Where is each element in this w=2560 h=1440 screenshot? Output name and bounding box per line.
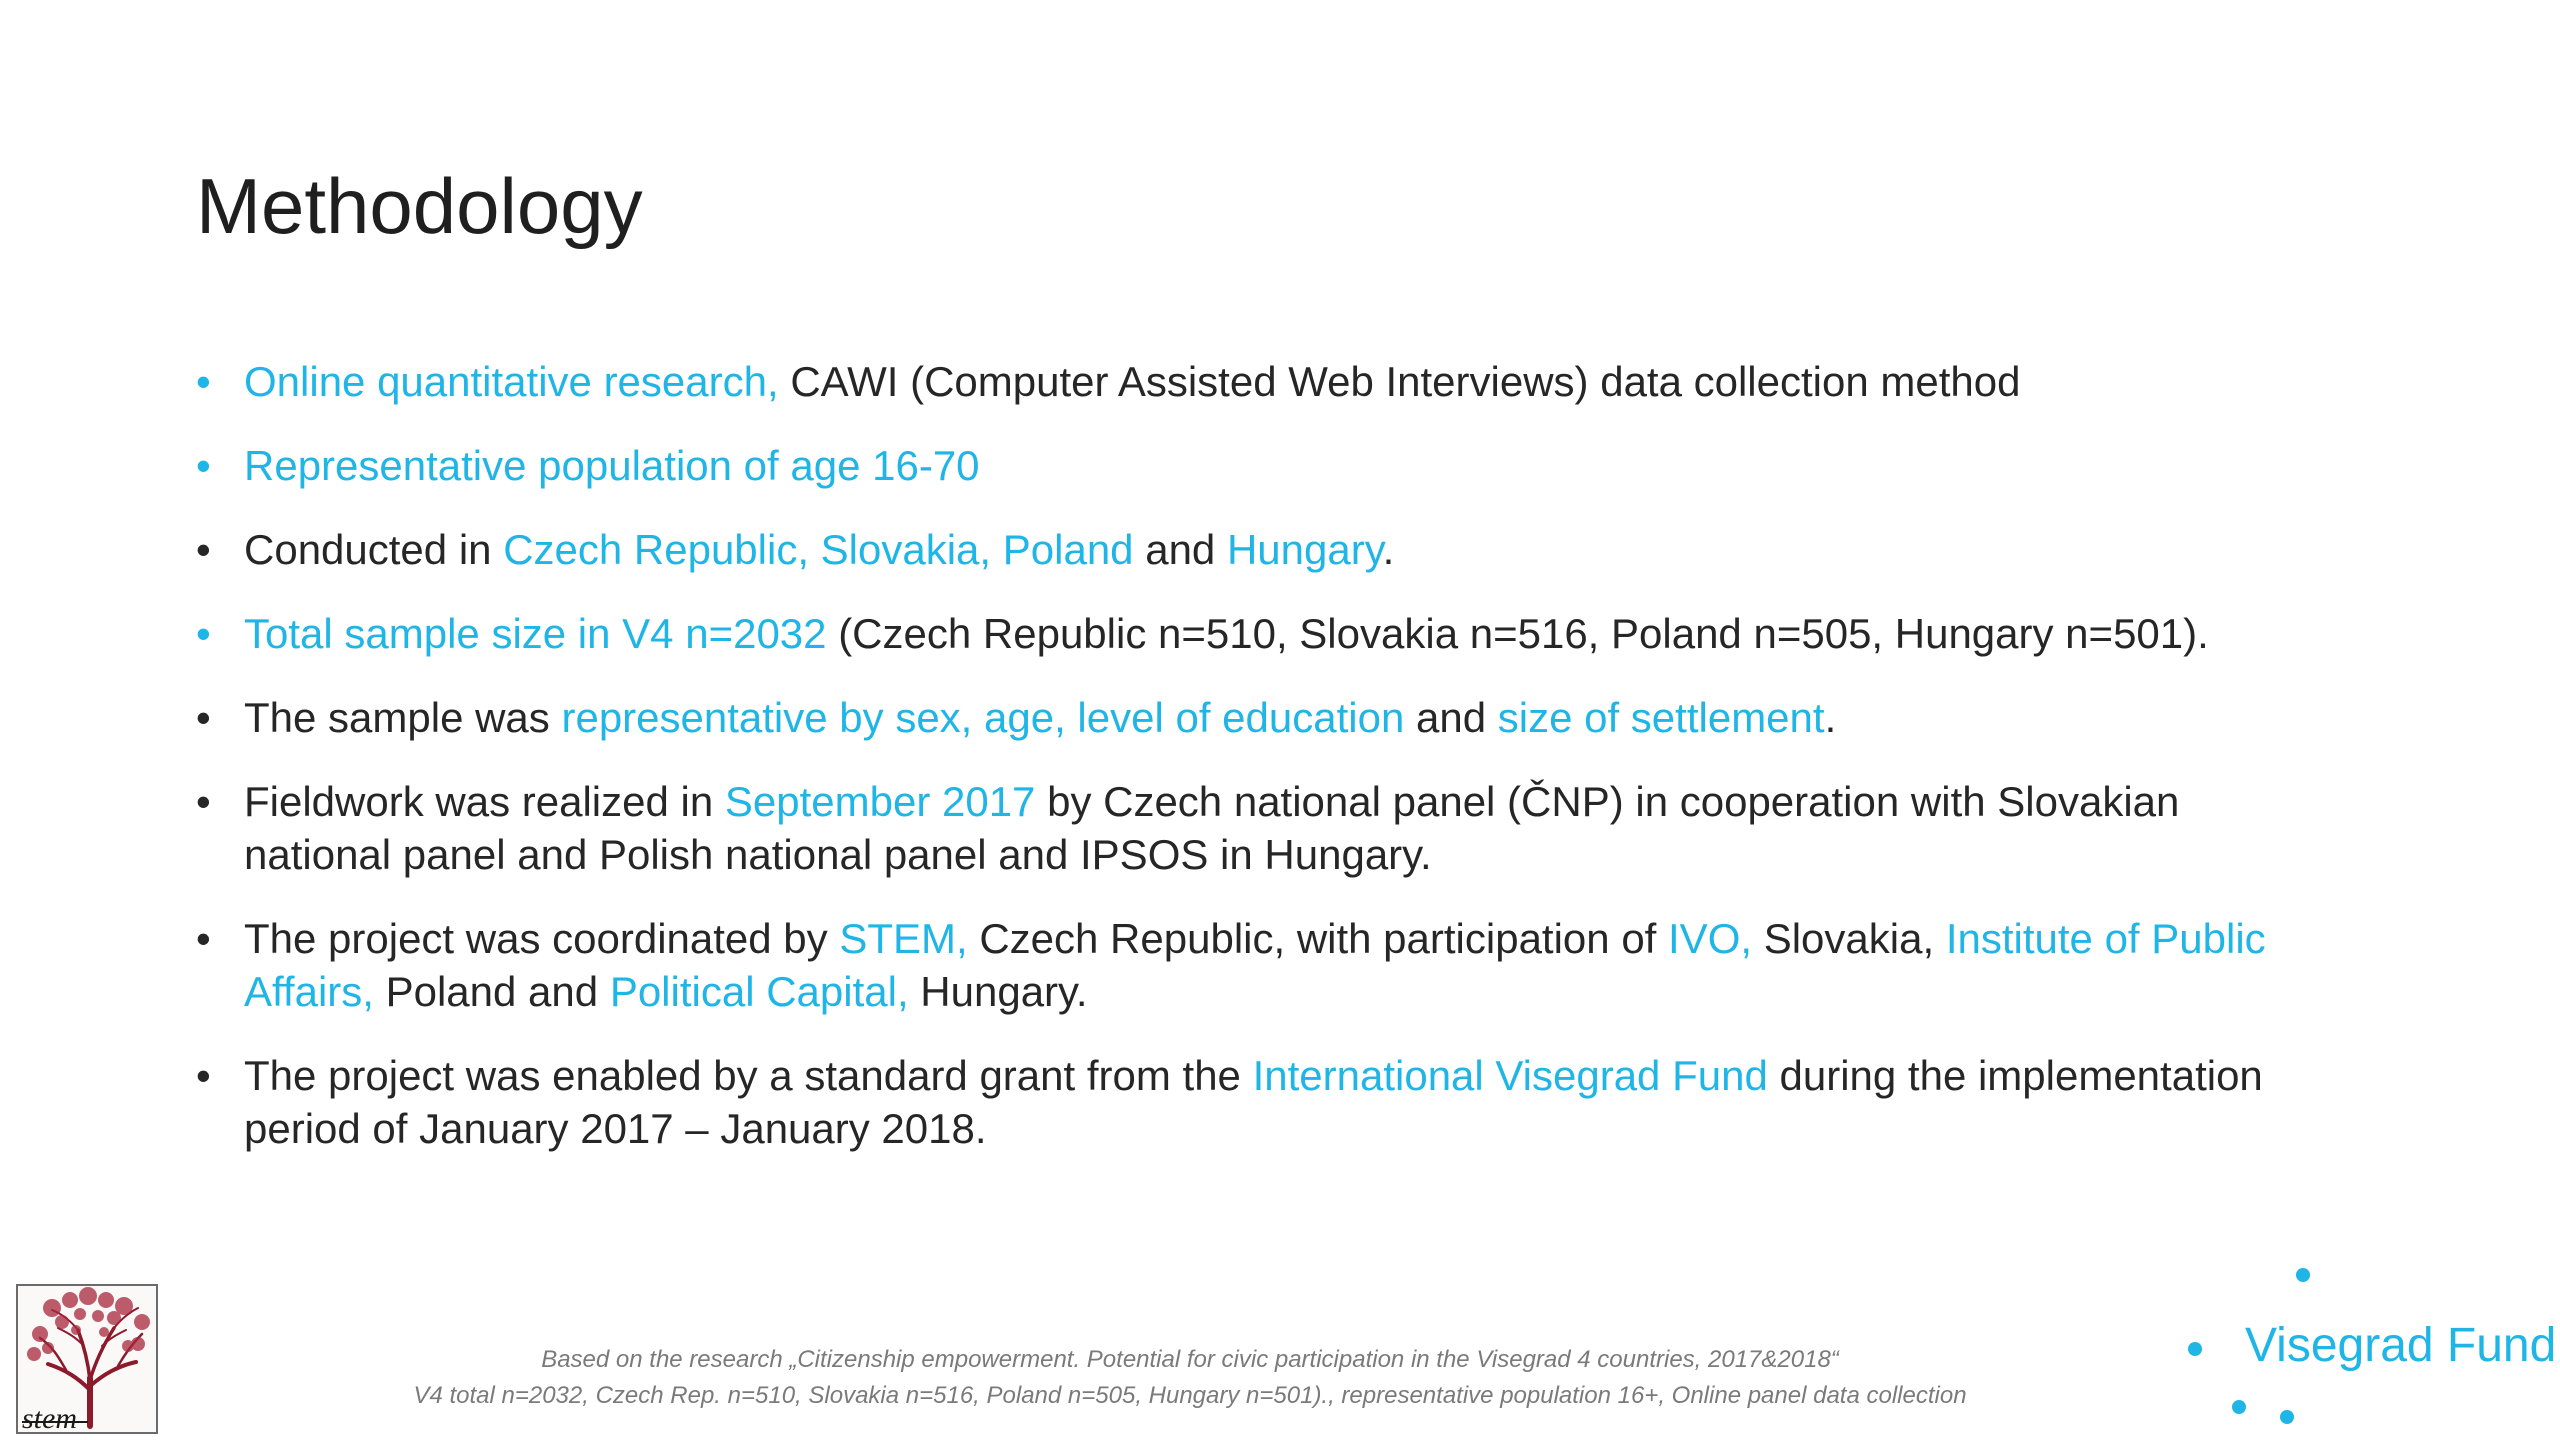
bullet-text: . bbox=[1382, 526, 1395, 573]
bullet-item bbox=[196, 523, 2296, 576]
slide-title: Methodology bbox=[196, 162, 643, 250]
footer-note bbox=[280, 1342, 2100, 1414]
bullet-item bbox=[196, 355, 2296, 408]
footer-line-2: V4 total n=2032, Czech Rep. n=510, Slovakia n=516, Poland n=505, Hungary n=501)., representative population 16+, Online panel data collection bbox=[413, 1382, 1967, 1409]
bullet-marker: • bbox=[196, 610, 211, 657]
bullet-text: The project was enabled by a standard grant from the bbox=[244, 1052, 1253, 1099]
bullet-item bbox=[196, 1049, 2296, 1155]
bullet-item bbox=[196, 775, 2296, 881]
bullet-item bbox=[196, 691, 2296, 744]
highlighted-text: Czech Republic, Slovakia, Poland bbox=[503, 526, 1134, 573]
highlighted-text: Total sample size in V4 n=2032 bbox=[244, 610, 827, 657]
highlighted-text: STEM, bbox=[839, 915, 968, 962]
stem-tree-icon bbox=[18, 1286, 156, 1432]
bullet-text: The sample was bbox=[244, 694, 562, 741]
bullet-marker: • bbox=[196, 778, 211, 825]
bullet-text: The project was coordinated by bbox=[244, 915, 840, 962]
bullet-text: Conducted in bbox=[244, 526, 504, 573]
stem-logo bbox=[16, 1284, 158, 1434]
highlighted-text: Representative population of age 16-70 bbox=[244, 442, 980, 489]
bullet-marker: • bbox=[196, 442, 211, 489]
visegrad-dot-bottom-2 bbox=[2280, 1410, 2294, 1424]
bullet-text: (Czech Republic n=510, Slovakia n=516, Poland n=505, Hungary n=501). bbox=[826, 610, 2209, 657]
bullet-item bbox=[196, 912, 2296, 1018]
bullet-text: Poland and bbox=[373, 968, 610, 1015]
bullet-marker: • bbox=[196, 694, 211, 741]
highlighted-text: September 2017 bbox=[724, 778, 1036, 825]
highlighted-text: Online quantitative research, bbox=[244, 358, 791, 405]
stem-logo-text: stem bbox=[22, 1402, 77, 1432]
highlighted-text: Hungary bbox=[1226, 526, 1383, 573]
bullet-text: Slovakia, bbox=[1752, 915, 1946, 962]
bullet-text: by Czech national panel (ČNP) in cooperation with Slovakian national panel and Polish national panel and IPSOS in Hungary. bbox=[244, 778, 2180, 878]
visegrad-dot-left bbox=[2188, 1342, 2202, 1356]
footer-line-1: Based on the research „Citizenship empowerment. Potential for civic participation in the Visegrad 4 countries, 2017&2018“ bbox=[541, 1346, 1839, 1373]
bullet-text: Hungary. bbox=[908, 968, 1088, 1015]
bullet-list bbox=[196, 355, 2296, 1186]
visegrad-dot-top bbox=[2296, 1268, 2310, 1282]
highlighted-text: IVO, bbox=[1668, 915, 1753, 962]
bullet-text: and bbox=[1133, 526, 1227, 573]
bullet-item bbox=[196, 607, 2296, 660]
bullet-text: CAWI (Computer Assisted Web Interviews) data collection method bbox=[790, 358, 2021, 405]
highlighted-text: Political Capital, bbox=[609, 968, 909, 1015]
bullet-text: during the implementation period of January 2017 – January 2018. bbox=[244, 1052, 2263, 1152]
highlighted-text: size of settlement bbox=[1497, 694, 1825, 741]
bullet-item bbox=[196, 439, 2296, 492]
highlighted-text: International Visegrad Fund bbox=[1252, 1052, 1768, 1099]
visegrad-fund-logo: Visegrad Fund bbox=[2245, 1319, 2557, 1372]
bullet-text: . bbox=[1824, 694, 1837, 741]
highlighted-text: Institute of Public Affairs, bbox=[244, 915, 2266, 1015]
bullet-marker: • bbox=[196, 526, 211, 573]
bullet-marker: • bbox=[196, 915, 211, 962]
bullet-text: Czech Republic, with participation of bbox=[967, 915, 1669, 962]
visegrad-dot-bottom-1 bbox=[2232, 1400, 2246, 1414]
bullet-marker: • bbox=[196, 1052, 211, 1099]
bullet-marker: • bbox=[196, 358, 211, 405]
bullet-text: and bbox=[1404, 694, 1498, 741]
bullet-text: Fieldwork was realized in bbox=[244, 778, 725, 825]
highlighted-text: representative by sex, age, level of education bbox=[561, 694, 1405, 741]
